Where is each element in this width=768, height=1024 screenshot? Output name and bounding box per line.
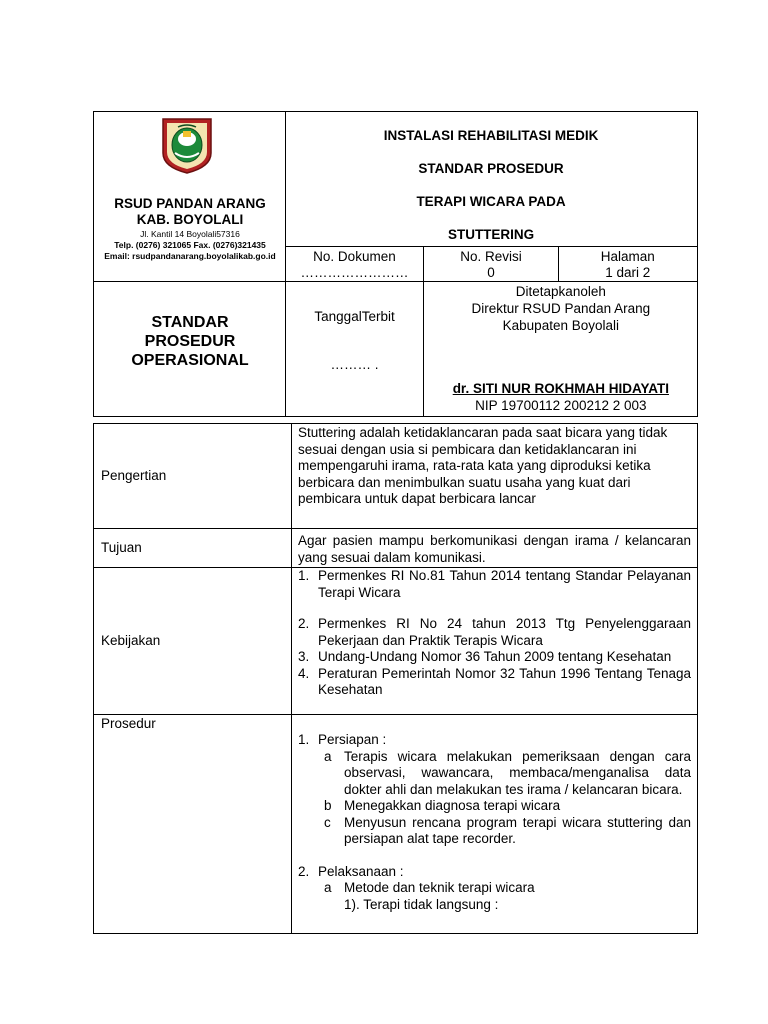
halaman-label: Halaman (600, 249, 655, 264)
spo-line1: STANDAR (151, 314, 229, 331)
title-cell (285, 112, 697, 247)
kebijakan-item: 2. Permenkes RI No 24 tahun 2013 Ttg Penyelenggaraan Pekerjaan dan Praktik Terapis Wicara (298, 616, 691, 648)
hospital-phone: Telp. (0276) 321065 Fax. (0276)321435 (114, 240, 266, 250)
kebijakan-item: 4. Peraturan Pemerintah Nomor 32 Tahun 1996 Tentang Tenaga Kesehatan (298, 665, 691, 697)
persiapan-item: b Menegakkan diagnosa terapi wicara (324, 798, 561, 813)
signer-name: dr. SITI NUR ROKHMAH HIDAYATI (452, 381, 669, 396)
tujuan-text: Agar pasien mampu berkomunikasi dengan irama / kelancaran yang sesuai dalam komunikasi. (292, 529, 698, 568)
signer-nip: NIP 19700112 200212 2 003 (475, 398, 647, 413)
prosedur-label: Prosedur (94, 715, 292, 934)
no-dokumen-cell (285, 247, 424, 282)
hospital-cell (94, 112, 286, 282)
direktur-title: Direktur RSUD Pandan Arang (471, 301, 651, 316)
no-dokumen-value: …………………… (300, 265, 409, 280)
hospital-email: Email: rsudpandanarang.boyolalikab.go.id (104, 251, 276, 261)
hospital-address: Jl. Kantil 14 Boyolali57316 (140, 229, 240, 239)
hospital-logo-icon (161, 117, 213, 175)
header-table (93, 111, 698, 417)
procedure-table (93, 423, 698, 934)
ditetapkan-label: Ditetapkanoleh (515, 284, 606, 299)
halaman-cell (558, 247, 697, 282)
direktur-regency: Kabupaten Boyolali (502, 318, 619, 333)
prosedur-cell (292, 715, 698, 934)
tujuan-label: Tujuan (94, 529, 292, 568)
halaman-value: 1 dari 2 (605, 265, 651, 280)
tanggal-value: ……… . (330, 357, 379, 372)
spo-cell (94, 282, 286, 417)
pelaksanaan-item: a Metode dan teknik terapi wicara (324, 880, 535, 895)
tanggal-cell (285, 282, 424, 417)
pelaksanaan-subitem: 1). Terapi tidak langsung : (344, 896, 499, 912)
kebijakan-item: 3. Undang-Undang Nomor 36 Tahun 2009 tentang Kesehatan (298, 649, 672, 664)
kebijakan-label: Kebijakan (94, 568, 292, 715)
doc-title-line1: TERAPI WICARA PADA (416, 194, 566, 209)
spo-line2: PROSEDUR (144, 333, 236, 350)
kebijakan-cell (292, 568, 698, 715)
no-revisi-label: No. Revisi (460, 249, 522, 264)
persiapan-item: a Terapis wicara melakukan pemeriksaan dengan cara observasi, wawancara, membaca/menganalisa data dokter ahli dan melakukan tes irama / kelancaran bicara. (324, 748, 691, 797)
pengertian-label: Pengertian (94, 424, 292, 529)
doc-title-line2: STUTTERING (447, 227, 535, 242)
no-revisi-cell (424, 247, 558, 282)
persiapan-heading: 1. Persiapan : (298, 732, 387, 747)
persiapan-item: c Menyusun rencana program terapi wicara stuttering dan persiapan alat tape recorder. (324, 814, 691, 846)
doc-type: STANDAR PROSEDUR (418, 161, 564, 176)
hospital-name: RSUD PANDAN ARANG (114, 196, 266, 211)
hospital-regency: KAB. BOYOLALI (136, 212, 244, 227)
kebijakan-item: 1. Permenkes RI No.81 Tahun 2014 tentang Standar Pelayanan Terapi Wicara (298, 568, 691, 600)
tanggal-label: TanggalTerbit (314, 309, 395, 324)
approval-cell (424, 282, 698, 417)
unit-title: INSTALASI REHABILITASI MEDIK (383, 128, 599, 143)
no-dokumen-label: No. Dokumen (313, 249, 396, 264)
no-revisi-value: 0 (487, 265, 495, 280)
pelaksanaan-heading: 2. Pelaksanaan : (298, 863, 404, 879)
spo-line3: OPERASIONAL (131, 352, 249, 369)
pengertian-text: Stuttering adalah ketidaklancaran pada saat bicara yang tidak sesuai dengan usia si pembicara dan ketidaklancaran ini mempengaruhi irama, rata-rata kata yang diproduksi ketika berbicara dan menimbulkan suatu usaha yang kuat dari pembicara untuk dapat berbicara lancar (292, 424, 698, 529)
